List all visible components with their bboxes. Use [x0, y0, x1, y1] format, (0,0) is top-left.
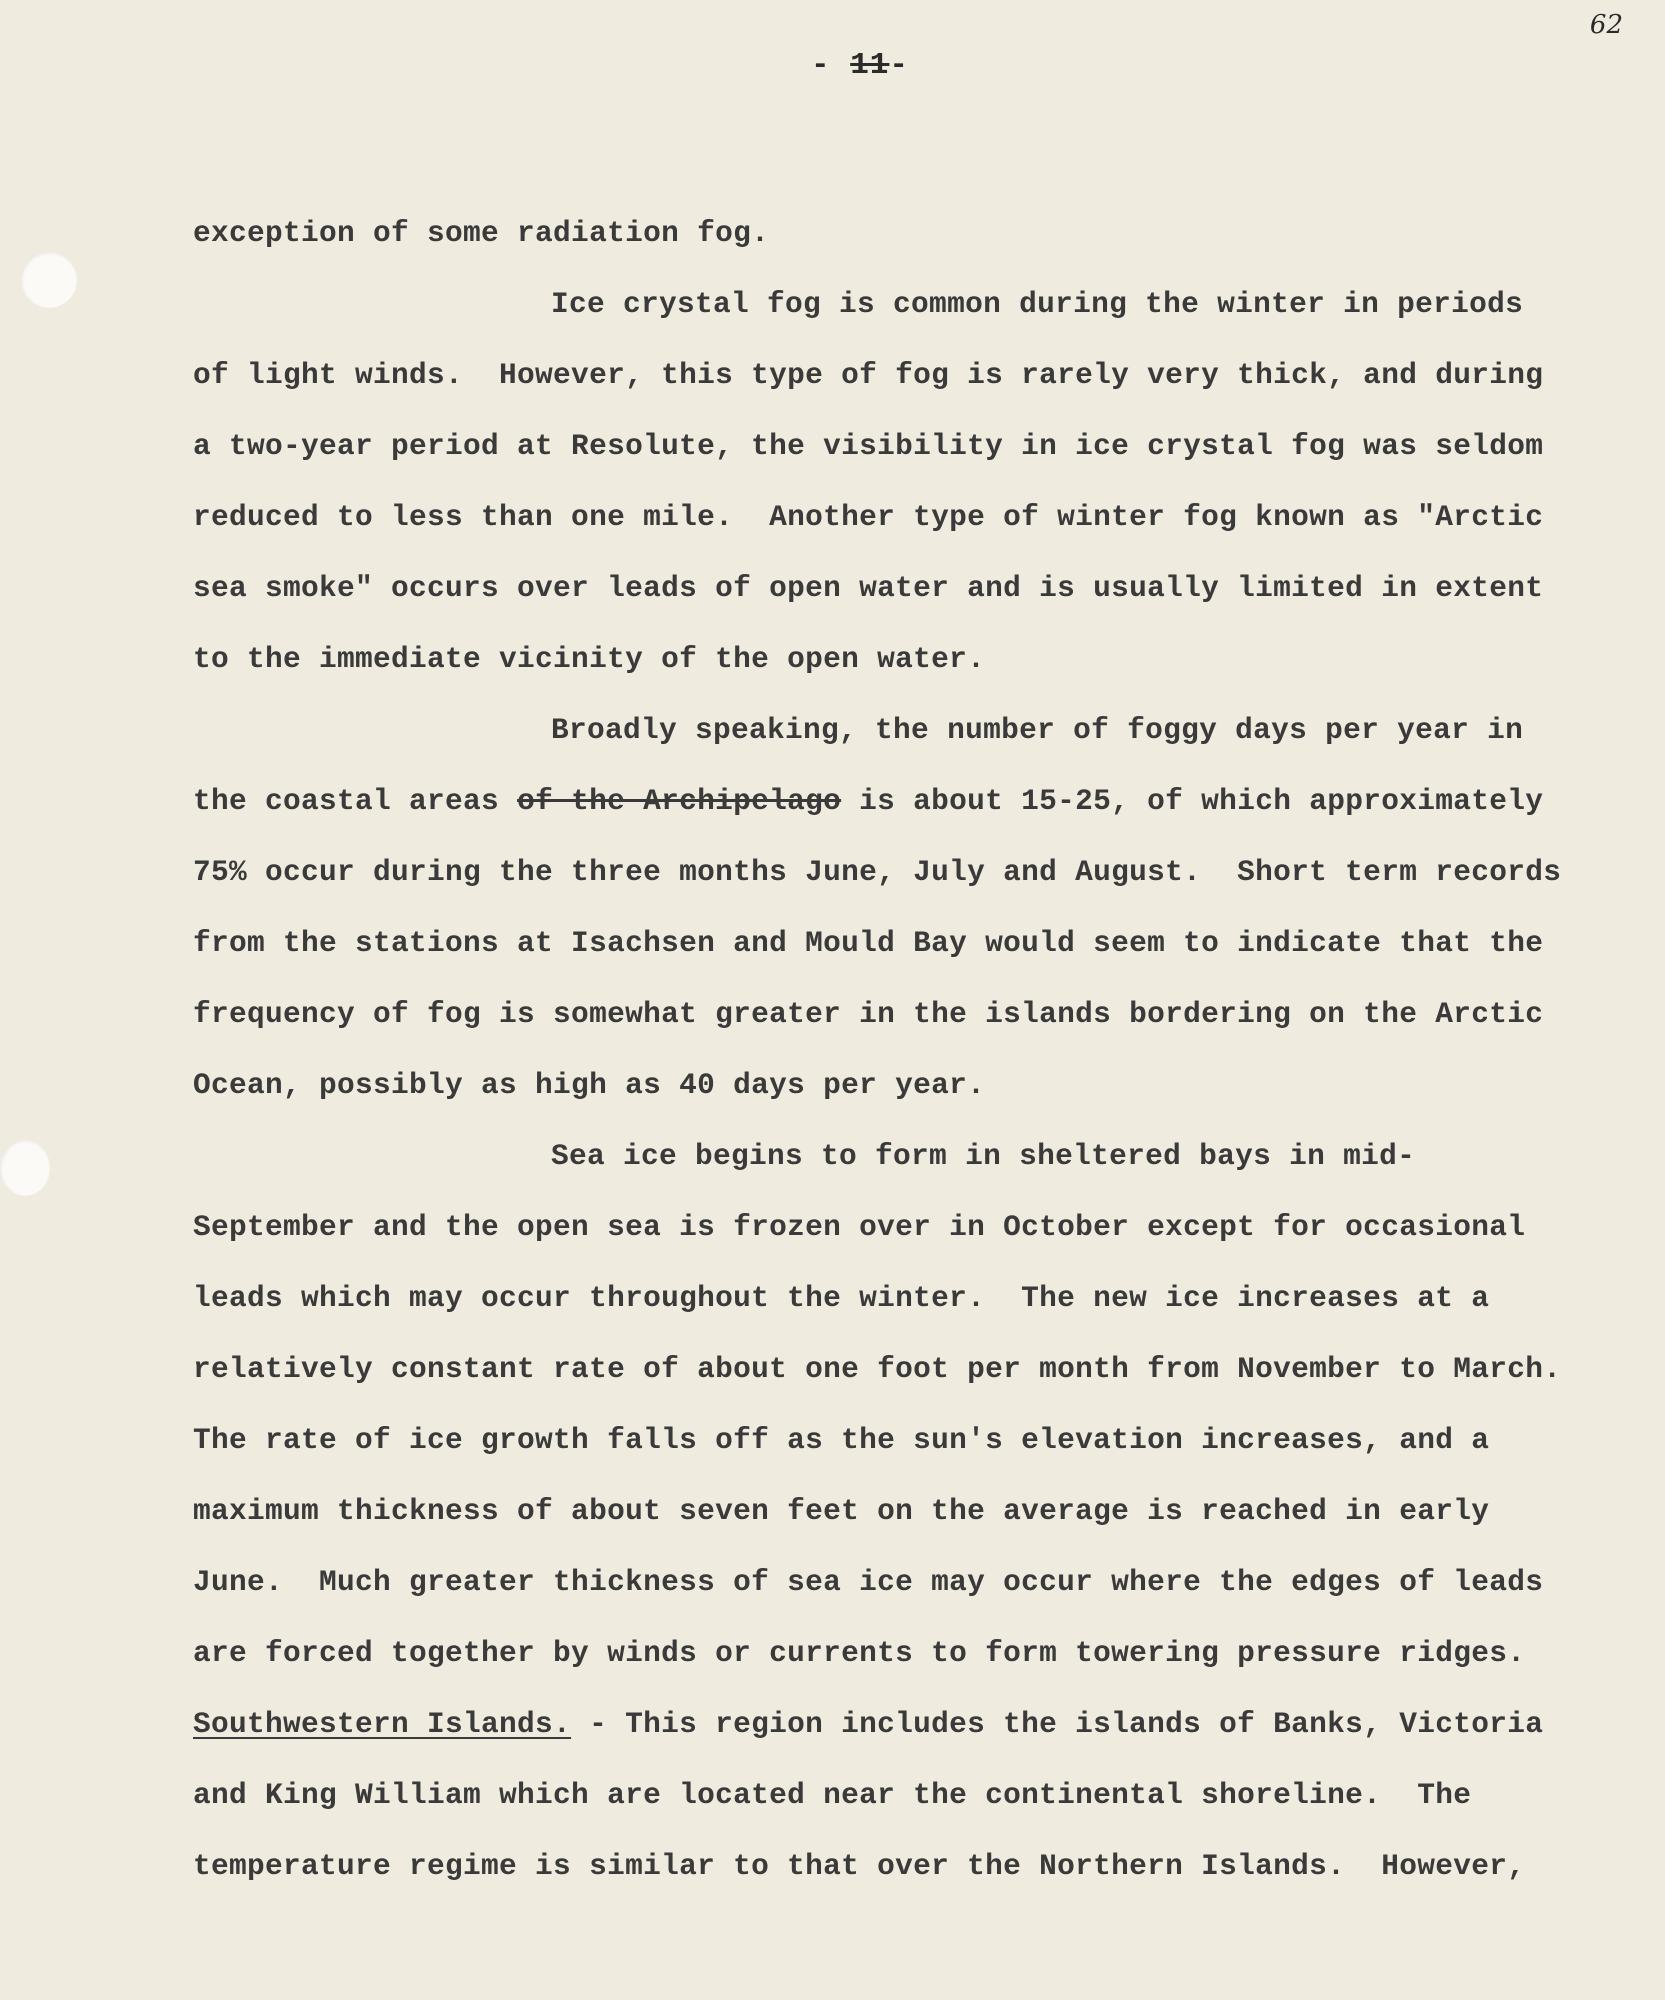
text-line: from the stations at Isachsen and Mould Bay would seem to indicate that the	[193, 926, 1544, 960]
text-line: a two-year period at Resolute, the visibility in ice crystal fog was seldom	[193, 429, 1544, 463]
paragraph-start-line: Broadly speaking, the number of foggy days per year in	[551, 713, 1524, 747]
paragraph-start-line: Sea ice begins to form in sheltered bays in mid-	[551, 1139, 1416, 1173]
text-line: exception of some radiation fog.	[193, 216, 770, 250]
text-line: relatively constant rate of about one foot per month from November to March.	[193, 1352, 1562, 1386]
text-line: to the immediate vicinity of the open water.	[193, 642, 986, 676]
text-line: reduced to less than one mile. Another type of winter fog known as "Arctic	[193, 500, 1544, 534]
punch-hole	[21, 252, 77, 308]
body-text	[193, 198, 1573, 1902]
paragraph-start-line: Ice crystal fog is common during the winter in periods	[551, 287, 1524, 321]
punch-hole	[0, 1140, 50, 1196]
section-heading: Southwestern Islands.	[193, 1707, 572, 1741]
struck-text: of the Archipelago	[517, 784, 842, 818]
text-line: of light winds. However, this type of fog is rarely very thick, and during	[193, 358, 1544, 392]
text-line: June. Much greater thickness of sea ice may occur where the edges of leads	[193, 1565, 1544, 1599]
corner-annotation: 62	[1589, 10, 1623, 40]
page-number: - 11-	[810, 48, 910, 83]
text-line: temperature regime is similar to that over the Northern Islands. However,	[193, 1849, 1526, 1883]
text-line: frequency of fog is somewhat greater in the islands bordering on the Arctic	[193, 997, 1544, 1031]
text-line: Ocean, possibly as high as 40 days per year.	[193, 1068, 986, 1102]
text-line: leads which may occur throughout the winter. The new ice increases at a	[193, 1281, 1490, 1315]
text-line: sea smoke" occurs over leads of open water and is usually limited in extent	[193, 571, 1544, 605]
section-heading-line: Southwestern Islands. - This region includes the islands of Banks, Victoria	[193, 1707, 1544, 1741]
text-line: September and the open sea is frozen over in October except for occasional	[193, 1210, 1526, 1244]
text-line: 75% occur during the three months June, July and August. Short term records	[193, 855, 1562, 889]
text-line: The rate of ice growth falls off as the sun's elevation increases, and a	[193, 1423, 1490, 1457]
text-line: are forced together by winds or currents to form towering pressure ridges.	[193, 1636, 1526, 1670]
page-number-value: 11	[850, 48, 890, 83]
text-line-with-strikeout: the coastal areas of the Archipelago is about 15-25, of which approximately	[193, 784, 1544, 818]
text-line: and King William which are located near the continental shoreline. The	[193, 1778, 1472, 1812]
text-line: maximum thickness of about seven feet on the average is reached in early	[193, 1494, 1490, 1528]
